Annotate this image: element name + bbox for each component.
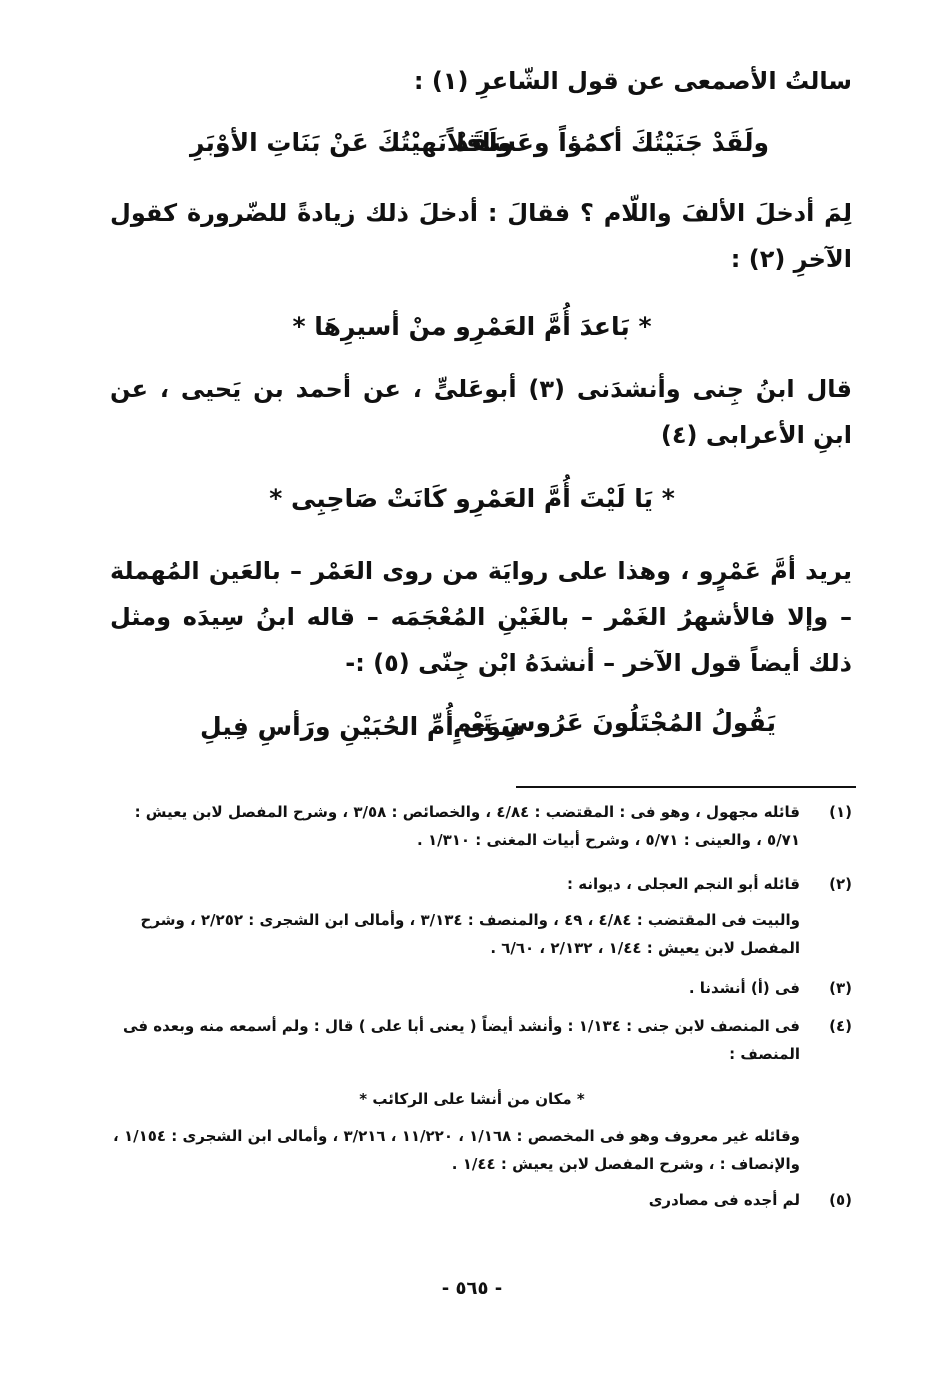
footnote-4-continuation: وقائله غير معروف وهو فى المخصص : ١/١٦٨ ، ١١/٢٢٠ ، ٣/٢١٦ ، وأمالى ابن الشجرى : ١/١٥٤ ، والإنصاف : ، وشرح المفصل لابن يعيش : ١/٤٤ . bbox=[113, 1127, 800, 1173]
paragraph-2: لِمَ أدخلَ الألفَ واللّام ؟ فقالَ : أدخلَ ذلك زيادةً للضّرورة كقول الآخرِ (٢) : bbox=[110, 199, 852, 273]
footnote-3 bbox=[112, 974, 852, 1002]
footnote-number: (١) bbox=[829, 803, 852, 821]
verse-1-first-hemistich: ولَقَدْ جَنَيْتُكَ أكمُؤاً وعَسَاقلاً bbox=[446, 128, 769, 157]
verse-4-second-hemistich: سِوَى أُمِّ الحُبَيْنِ ورَأسِ فِيلِ bbox=[200, 712, 526, 741]
verse-3: * يَا لَيْتَ أُمَّ العَمْرِو كَانَتْ صَاحِبِى * bbox=[269, 484, 675, 513]
footnote-separator bbox=[516, 786, 856, 788]
footnote-4-verse: * مكان من أنشا على الركائب * bbox=[359, 1090, 585, 1108]
footnote-5 bbox=[112, 1186, 852, 1214]
footnote-number: (٥) bbox=[829, 1191, 852, 1209]
footnote-text: لم أجده فى مصادرى bbox=[648, 1191, 800, 1209]
footnote-number: (٢) bbox=[829, 875, 852, 893]
footnote-text: فى المنصف لابن جنى : ١/١٣٤ : وأنشد أيضاً ( يعنى أبا على ) قال : ولم أسمعه منه وبعده فى المنصف : bbox=[123, 1017, 800, 1063]
footnote-4 bbox=[112, 1012, 852, 1068]
footnote-text: فى (أ) أنشدنا . bbox=[688, 979, 800, 997]
footnote-text: قائله أبو النجم العجلى ، ديوانه : bbox=[567, 875, 800, 893]
page-number: - ٥٦٥ - bbox=[441, 1278, 503, 1299]
footnote-1 bbox=[112, 798, 852, 854]
footnote-text: قائله مجهول ، وهو فى : المقتضب : ٤/٨٤ ، والخصائص : ٣/٥٨ ، وشرح المفصل لابن يعيش : ٥/٧١ ، والعينى : ٥/٧١ ، وشرح أبيات المغنى : ١/٣١٠ . bbox=[134, 803, 800, 849]
footnote-number: (٤) bbox=[829, 1017, 852, 1035]
footnote-2-continuation: والبيت فى المقتضب : ٤/٨٤ ، ٤٩ ، والمنصف : ٣/١٣٤ ، وأمالى ابن الشجرى : ٢/٢٥٢ ، وشرح المفصل لابن يعيش : ١/٤٤ ، ٢/١٣٢ ، ٦/٦٠ . bbox=[140, 911, 800, 957]
paragraph-1: سالتُ الأصمعى عن قول الشّاعرِ (١) : bbox=[413, 67, 852, 95]
paragraph-4: يريد أمَّ عَمْرٍو ، وهذا على روايَة من روى العَمْر – بالعَين المُهملة – وإلا فالأشهرُ الغَمْر – بالغَيْنِ المُعْجَمَه – قاله ابنُ سِيدَه ومثل ذلك أيضاً قول الآخر – أنشدَهُ ابْن جِنّى (٥) :- bbox=[110, 557, 852, 677]
verse-1-second-hemistich: ولَقَدْ نَهيْتُكَ عَنْ بَنَاتِ الأوْبَرِ bbox=[190, 128, 514, 157]
footnote-2 bbox=[112, 870, 852, 898]
paragraph-3: قال ابنُ جِنى وأنشدَنى (٣) أبوعَلىٍّ ، عن أحمد بن يَحيى ، عن ابنِ الأعرابى (٤) bbox=[110, 375, 852, 449]
verse-2: * بَاعدَ أُمَّ العَمْرِو منْ أسيرِهَا * bbox=[292, 312, 652, 341]
verse-4-first-hemistich: يَقُولُ المُجْتَلُونَ عَرُوسَ تَيْمٍ bbox=[453, 708, 776, 737]
footnote-number: (٣) bbox=[829, 979, 852, 997]
